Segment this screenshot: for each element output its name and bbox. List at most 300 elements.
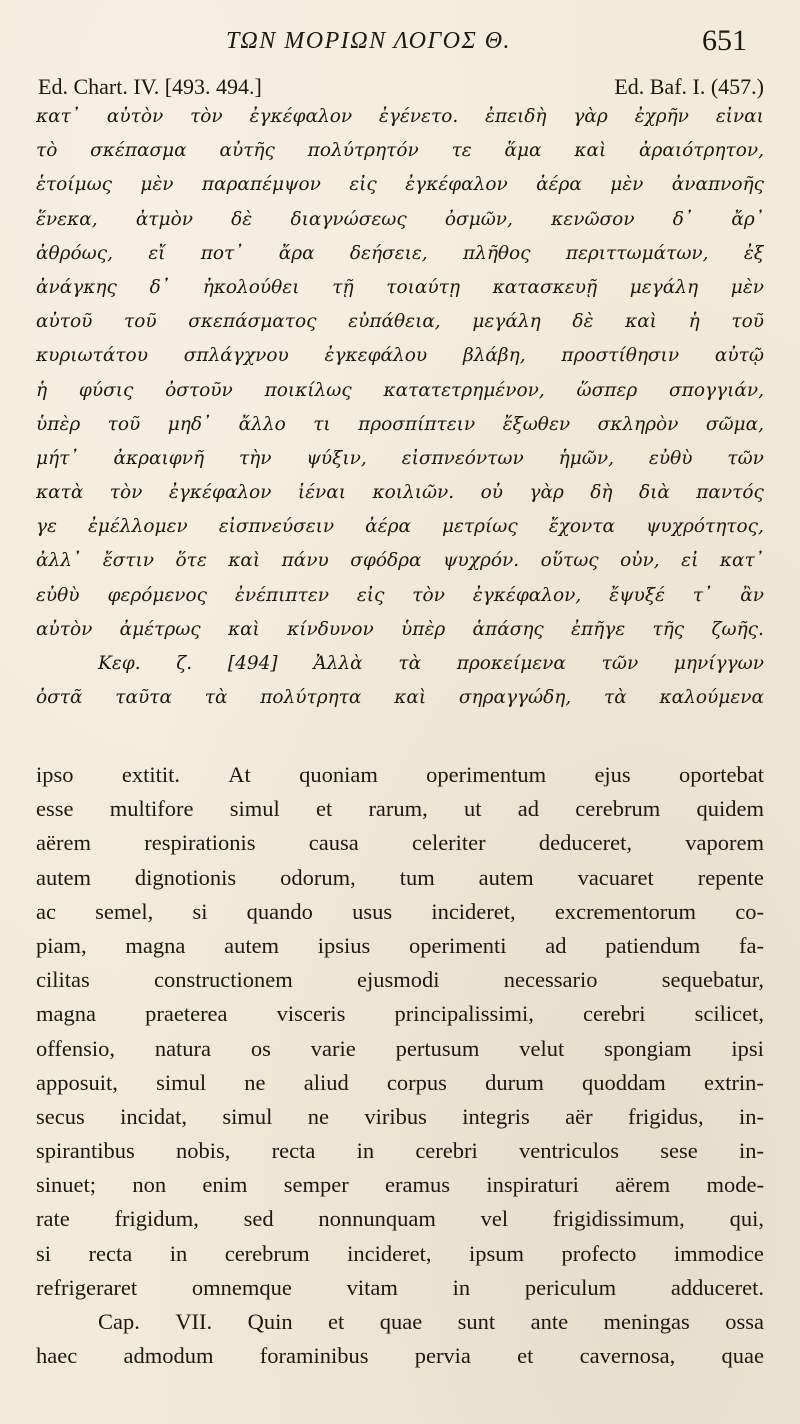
latin-text-line xyxy=(36,899,764,933)
word: ψύξιν, xyxy=(306,447,367,469)
word: μὲν xyxy=(140,174,174,196)
word: ἄρ᾽ xyxy=(731,208,764,230)
word: ἔστιν xyxy=(102,550,154,572)
word: ἐγκέφαλον xyxy=(249,106,353,127)
word: foraminibus xyxy=(259,1343,369,1369)
word: ipsi xyxy=(731,1035,764,1061)
word: pervia xyxy=(414,1343,471,1369)
word: eramus xyxy=(385,1172,451,1198)
word: quidem xyxy=(696,796,764,822)
word: τῶν xyxy=(601,653,639,674)
word: ὥσπερ xyxy=(576,379,638,401)
word: τοῦ xyxy=(107,413,141,435)
word: tum xyxy=(399,864,435,890)
page-number: 651 xyxy=(702,24,747,57)
word: εἴ xyxy=(148,242,166,264)
word: recta xyxy=(271,1138,316,1164)
word: μετρίως xyxy=(441,516,518,538)
word: in xyxy=(356,1138,375,1164)
word: αὐτὸν xyxy=(36,618,93,640)
word: οὖν, xyxy=(620,550,660,572)
word: σκέπασμα xyxy=(90,140,187,162)
word: praeterea xyxy=(145,1001,228,1027)
word: nonnunquam xyxy=(318,1206,436,1232)
word: ζωῆς. xyxy=(711,618,764,640)
greek-text-line xyxy=(36,174,764,208)
word: inspiraturi xyxy=(486,1172,579,1198)
word: εἰς xyxy=(349,174,377,196)
word: διὰ xyxy=(638,482,670,504)
word: ad xyxy=(545,932,567,958)
word: εὐθὺ xyxy=(36,584,80,606)
word: ἅμα xyxy=(504,140,542,162)
word: in xyxy=(169,1240,188,1266)
greek-text-line xyxy=(36,140,764,174)
word: qui, xyxy=(729,1206,764,1232)
word: sese xyxy=(660,1138,698,1164)
word: omnemque xyxy=(191,1274,292,1300)
word: προκείμενα xyxy=(456,653,566,674)
word: αὐτοῦ xyxy=(36,311,93,333)
word: ἔψυξέ xyxy=(609,584,665,606)
word: φύσις xyxy=(78,379,134,401)
latin-text-line xyxy=(36,1036,764,1070)
word: Cap. xyxy=(98,1309,140,1334)
word: βλάβη, xyxy=(463,345,526,367)
word: aërem xyxy=(615,1172,671,1198)
word: πλῆθος xyxy=(462,242,531,264)
word: τι xyxy=(313,413,331,435)
word: periculum xyxy=(524,1274,617,1300)
word: ψυχρόν. xyxy=(443,550,520,572)
word: ὀστοῦν xyxy=(165,379,233,401)
word: nobis, xyxy=(175,1138,231,1164)
word: ἐπῆγε xyxy=(571,618,626,640)
word: cavernosa, xyxy=(579,1343,676,1369)
word: πολύτρητα xyxy=(260,687,362,709)
word: ποικίλως xyxy=(264,379,352,401)
word: Κεφ. xyxy=(98,653,141,674)
word: respirationis xyxy=(144,830,256,856)
running-title: ΤΩΝ ΜΟΡΙΩΝ ΛΟΓΟΣ Θ. xyxy=(226,28,512,54)
word: oportebat xyxy=(679,762,764,787)
word: προσπίπτειν xyxy=(358,413,476,435)
word: vel xyxy=(480,1206,509,1232)
word: profecto xyxy=(561,1240,637,1266)
word: μεγάλη xyxy=(629,276,699,298)
word: εὐπάθεια, xyxy=(348,311,441,333)
word: recta xyxy=(88,1240,133,1266)
word: ἀραιότρητον, xyxy=(639,140,764,162)
latin-text-line xyxy=(36,967,764,1001)
word: simul xyxy=(222,1103,273,1129)
word: γε xyxy=(36,516,57,538)
word: sinuet; xyxy=(36,1172,96,1198)
word: γὰρ xyxy=(573,106,608,127)
word: VII. xyxy=(175,1309,213,1334)
word: haec xyxy=(36,1343,78,1369)
word: principalissimi, xyxy=(394,1001,534,1027)
word: αὐτῷ xyxy=(714,345,764,367)
word: ἐγκέφαλον xyxy=(405,174,508,196)
word: καὶ xyxy=(574,140,607,162)
word: ὀστᾶ xyxy=(36,687,83,709)
word: quoddam xyxy=(582,1069,666,1095)
latin-text-line xyxy=(36,1138,764,1172)
word: ante xyxy=(530,1309,569,1334)
latin-text-line xyxy=(36,762,764,796)
word: τὰ xyxy=(204,687,228,709)
word: ἡμῶν, xyxy=(558,447,614,469)
word: et xyxy=(315,796,333,822)
edition-reference-line xyxy=(38,74,764,106)
word: autem xyxy=(36,864,91,890)
running-head xyxy=(0,24,800,64)
word: εἰσπνεόντων xyxy=(401,447,524,469)
word: ἠκολούθει xyxy=(202,276,300,298)
word: κατὰ xyxy=(36,482,84,504)
word: σκληρὸν xyxy=(597,413,679,435)
word: εἶναι xyxy=(715,106,764,127)
word: ἡ xyxy=(36,379,48,401)
word: usus xyxy=(352,898,393,924)
word: δὴ xyxy=(590,482,613,504)
word: οὐ xyxy=(480,482,503,504)
word: semper xyxy=(283,1172,349,1198)
word: δ᾽ xyxy=(672,208,694,230)
latin-text-line xyxy=(36,1309,764,1343)
word: ταῦτα xyxy=(115,687,172,709)
word: os xyxy=(250,1035,271,1061)
word: excrementorum xyxy=(554,898,697,924)
word: ἐγκέφαλον, xyxy=(472,584,582,606)
word: πολύτρητόν xyxy=(307,140,419,162)
word: et xyxy=(517,1343,534,1369)
word: aërem xyxy=(36,830,91,856)
word: ac xyxy=(36,898,56,924)
word: cerebri xyxy=(583,1001,646,1027)
word: sequebatur, xyxy=(661,967,764,993)
word: τὸν xyxy=(412,584,445,606)
word: extrin- xyxy=(703,1069,764,1095)
word: admodum xyxy=(123,1343,214,1369)
word: mode- xyxy=(706,1172,764,1198)
word: ἀθρόως, xyxy=(36,242,113,264)
word: εἰς xyxy=(356,584,385,606)
word: integris xyxy=(462,1103,530,1129)
word: secus xyxy=(36,1103,85,1129)
word: pertusum xyxy=(395,1035,480,1061)
word: ἐξ xyxy=(743,242,764,264)
word: φερόμενος xyxy=(107,584,208,606)
word: τὸ xyxy=(36,140,58,162)
word: rate xyxy=(36,1206,70,1232)
word: ipsum xyxy=(468,1240,524,1266)
word: durum xyxy=(485,1069,544,1095)
word: cerebrum xyxy=(575,796,661,822)
word: in- xyxy=(738,1138,764,1164)
word: τὰ xyxy=(398,653,422,674)
word: scilicet, xyxy=(694,1001,764,1027)
word: viribus xyxy=(364,1103,427,1129)
word: immodice xyxy=(673,1240,764,1266)
word: μηνίγγων xyxy=(673,653,764,674)
word: vitam xyxy=(346,1274,398,1300)
word: velut xyxy=(519,1035,565,1061)
word: ὅτε xyxy=(175,550,207,572)
word: dignotionis xyxy=(134,864,237,890)
word: κατασκευῇ xyxy=(492,276,598,298)
latin-text-line xyxy=(36,830,764,864)
word: refrigeraret xyxy=(36,1274,138,1300)
word: Ἀλλὰ xyxy=(313,653,363,674)
word: si xyxy=(192,898,208,924)
word: ἄρα xyxy=(278,242,315,264)
greek-text-line xyxy=(36,380,764,414)
word: ἐγένετο. xyxy=(378,106,459,127)
latin-text-line xyxy=(36,933,764,967)
greek-text-line xyxy=(36,106,764,140)
word: spongiam xyxy=(604,1035,692,1061)
word: καὶ xyxy=(394,687,427,709)
word: τὸν xyxy=(190,106,223,127)
word: παντός xyxy=(696,482,764,504)
word: καὶ xyxy=(228,550,261,572)
word: ὀσμῶν, xyxy=(444,208,513,230)
word: κοιλιῶν. xyxy=(372,482,455,504)
greek-text-line xyxy=(36,345,764,379)
latin-text-line xyxy=(36,1275,764,1309)
word: autem xyxy=(478,864,534,890)
word: αὐτῆς xyxy=(219,140,275,162)
word: semel, xyxy=(95,898,154,924)
word: quae xyxy=(379,1309,423,1334)
word: ejus xyxy=(594,762,631,787)
word: extitit. xyxy=(121,762,180,787)
latin-text-line xyxy=(36,1241,764,1275)
edition-reference-basel: Ed. Baf. I. (457.) xyxy=(614,74,764,99)
word: et xyxy=(328,1309,345,1334)
greek-text-line xyxy=(36,448,764,482)
word: ἀλλ᾽ xyxy=(36,550,82,572)
word: ἔχοντα xyxy=(548,516,615,538)
word: meningas xyxy=(603,1309,690,1334)
word: quae xyxy=(721,1343,764,1369)
word: si xyxy=(36,1240,52,1266)
word: καλούμενα xyxy=(659,687,764,709)
word: frigidum, xyxy=(114,1206,199,1232)
word: incideret, xyxy=(347,1240,432,1266)
word: offensio, xyxy=(36,1035,115,1061)
word: spirantibus xyxy=(36,1138,135,1164)
word: τε xyxy=(451,140,472,162)
word: ἀνάγκης xyxy=(36,276,117,298)
word: ψυχρότητος, xyxy=(646,516,764,538)
word: παραπέμψον xyxy=(201,174,321,196)
word: σφόδρα xyxy=(350,550,422,572)
greek-text-line xyxy=(36,482,764,516)
word: cilitas xyxy=(36,967,90,993)
word: constructionem xyxy=(154,967,293,993)
word: ποτ᾽ xyxy=(200,242,244,264)
word: ventriculos xyxy=(519,1138,619,1164)
word: κατατετρημένον, xyxy=(383,379,545,401)
word: apposuit, xyxy=(36,1069,118,1095)
word: vaporem xyxy=(685,830,764,856)
word: ἐνέπιπτεν xyxy=(234,584,329,606)
word: co- xyxy=(735,898,764,924)
word: quando xyxy=(246,898,313,924)
word: κατ᾽ xyxy=(36,106,81,127)
word: τῇ xyxy=(332,276,354,298)
word: piam, xyxy=(36,932,87,958)
word: visceris xyxy=(276,1001,346,1027)
word: Quin xyxy=(247,1309,293,1334)
word: σηραγγώδη, xyxy=(458,687,572,709)
word: σπλάγχνου xyxy=(183,345,289,367)
word: ὑπὲρ xyxy=(36,413,81,435)
word: τῶν xyxy=(727,447,764,469)
word: ἐχρῆν xyxy=(634,106,689,127)
latin-text-line xyxy=(36,1343,764,1377)
word: aër xyxy=(565,1103,593,1129)
word: ejusmodi xyxy=(357,967,440,993)
word: At xyxy=(228,762,251,787)
word: ipso xyxy=(36,762,74,787)
word: enim xyxy=(202,1172,248,1198)
word: natura xyxy=(154,1035,212,1061)
word: magna xyxy=(36,1001,96,1027)
word: ἀκραιφνῆ xyxy=(113,447,205,469)
greek-text-block xyxy=(36,106,764,721)
word: esse xyxy=(36,796,74,822)
word: τ᾽ xyxy=(692,584,713,606)
word: δ᾽ xyxy=(149,276,170,298)
word: varie xyxy=(310,1035,356,1061)
word: aliud xyxy=(303,1069,349,1095)
word: quoniam xyxy=(299,762,378,787)
word: καὶ xyxy=(625,311,657,333)
word: δεήσειε, xyxy=(349,242,428,264)
word: cerebrum xyxy=(224,1240,310,1266)
word: πάνυ xyxy=(281,550,329,572)
word: in xyxy=(452,1274,471,1300)
word: σπογγιάν, xyxy=(669,379,764,401)
word: ἐμέλλομεν xyxy=(88,516,188,538)
greek-text-line xyxy=(36,311,764,345)
word: [494] xyxy=(227,653,278,674)
word: τοῦ xyxy=(124,311,157,333)
word: odorum, xyxy=(280,864,356,890)
word: εὐθὺ xyxy=(648,447,693,469)
word: ad xyxy=(517,796,540,822)
word: ipsius xyxy=(317,932,371,958)
word: celeriter xyxy=(411,830,486,856)
greek-text-line xyxy=(36,585,764,619)
word: ἀναπνοῆς xyxy=(671,174,764,196)
greek-text-line xyxy=(36,516,764,550)
word: γὰρ xyxy=(529,482,564,504)
word: in- xyxy=(738,1103,764,1129)
word: sed xyxy=(243,1206,274,1232)
word: μήτ᾽ xyxy=(36,447,79,469)
word: ἁπάσης xyxy=(472,618,544,640)
word: non xyxy=(132,1172,167,1198)
word: σῶμα, xyxy=(705,413,764,435)
word: ἔξωθεν xyxy=(502,413,571,435)
word: frigidus, xyxy=(627,1103,704,1129)
greek-text-line xyxy=(36,619,764,653)
word: μεγάλη xyxy=(472,311,541,333)
latin-text-line xyxy=(36,1001,764,1035)
word: ἐγκεφάλου xyxy=(324,345,428,367)
word: multifore xyxy=(109,796,194,822)
word: ἐγκέφαλον xyxy=(168,482,272,504)
word: operimentum xyxy=(426,762,547,787)
word: καὶ xyxy=(227,618,260,640)
word: σκεπάσματος xyxy=(188,311,317,333)
word: ἡ xyxy=(688,311,700,333)
word: ζ. xyxy=(176,653,193,674)
word: μὲν xyxy=(610,174,644,196)
greek-text-line xyxy=(36,277,764,311)
word: repente xyxy=(697,864,764,890)
word: ἑτοίμως xyxy=(36,174,113,196)
word: patiendum xyxy=(605,932,701,958)
word: causa xyxy=(308,830,359,856)
word: κενῶσον xyxy=(551,208,635,230)
word: ἰέναι xyxy=(297,482,347,504)
word: ἄλλο xyxy=(238,413,286,435)
word: ὑπὲρ xyxy=(401,618,446,640)
word: οὕτως xyxy=(540,550,599,572)
greek-text-line xyxy=(36,550,764,584)
word: τὴν xyxy=(238,447,272,469)
word: ἐπειδὴ xyxy=(485,106,547,127)
word: τῆς xyxy=(652,618,685,640)
word: τὸν xyxy=(109,482,143,504)
word: ἂν xyxy=(740,584,764,606)
word: adduceret. xyxy=(670,1274,764,1300)
latin-text-line xyxy=(36,1104,764,1138)
word: deduceret, xyxy=(538,830,632,856)
word: ut xyxy=(464,796,482,822)
word: εἰ xyxy=(681,550,699,572)
word: διαγνώσεως xyxy=(290,208,407,230)
word: εἰσπνεύσειν xyxy=(218,516,335,538)
word: τοῦ xyxy=(731,311,764,333)
word: αὐτὸν xyxy=(106,106,164,127)
word: κατ᾽ xyxy=(719,550,764,572)
word: ossa xyxy=(725,1309,764,1334)
word: ne xyxy=(244,1069,266,1095)
word: simul xyxy=(229,796,280,822)
word: vacuaret xyxy=(577,864,654,890)
word: ἀέρα xyxy=(536,174,582,196)
word: ἀέρα xyxy=(365,516,411,538)
word: fa- xyxy=(738,932,764,958)
word: incideret, xyxy=(431,898,516,924)
word: ἕνεκα, xyxy=(36,208,98,230)
word: operimenti xyxy=(409,932,507,958)
latin-text-line xyxy=(36,865,764,899)
word: frigidissimum, xyxy=(552,1206,685,1232)
word: κυριωτάτου xyxy=(36,345,148,367)
word: simul xyxy=(156,1069,207,1095)
latin-text-line xyxy=(36,1172,764,1206)
word: περιττωμάτων, xyxy=(565,242,709,264)
word: corpus xyxy=(386,1069,447,1095)
